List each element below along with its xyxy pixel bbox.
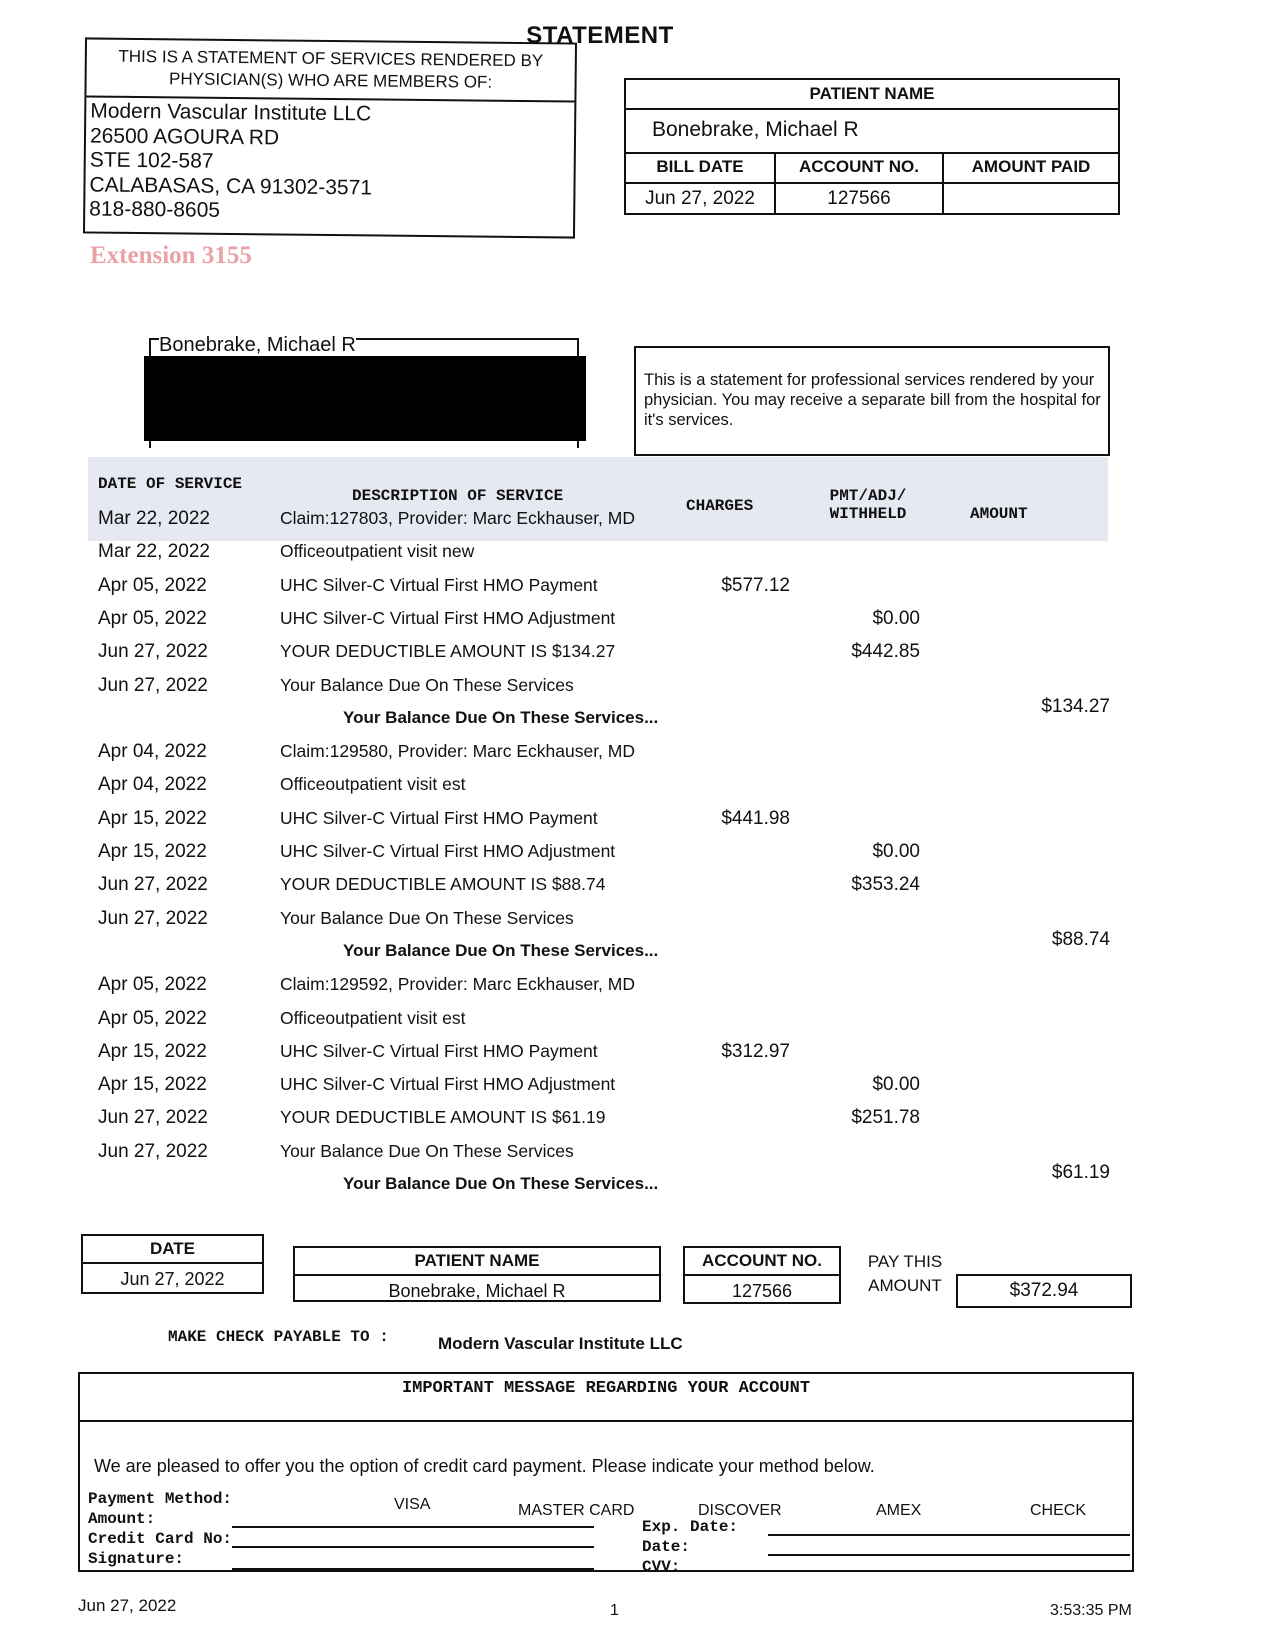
service-description: YOUR DEDUCTIBLE AMOUNT IS $61.19 [280,1107,606,1128]
bill-value-row [626,182,1118,216]
pmt-adj-value: $0.00 [872,607,920,629]
header-date-of-service: DATE OF SERVICE [98,475,243,493]
amount-label: Amount: [88,1510,156,1528]
redaction-block [144,356,586,441]
table-row [0,575,1263,607]
table-row [0,874,1263,906]
service-date: Jun 27, 2022 [98,641,208,663]
service-date: Mar 22, 2022 [98,541,210,563]
service-description: Officeoutpatient visit est [280,774,466,795]
subtotal-row [0,1162,1263,1206]
bill-header-row [626,152,1118,184]
service-date: Apr 05, 2022 [98,574,207,596]
service-description: YOUR DEDUCTIBLE AMOUNT IS $134.27 [280,641,616,662]
service-date: Apr 05, 2022 [98,607,207,629]
date-line[interactable] [768,1554,1130,1556]
remit-date-box [81,1234,264,1294]
table-row [0,1074,1263,1106]
pay-label-line2: AMOUNT [868,1276,942,1295]
remit-patient: Bonebrake, Michael R [388,1281,566,1301]
service-description: YOUR DEDUCTIBLE AMOUNT IS $88.74 [280,874,606,895]
table-row [0,741,1263,773]
option-amex[interactable]: AMEX [876,1502,922,1519]
patient-info-box [624,78,1120,215]
option-check[interactable]: CHECK [1030,1502,1087,1519]
service-description: Your Balance Due On These Services [280,674,574,695]
table-row [0,774,1263,806]
service-date: Jun 27, 2022 [98,674,208,696]
subtotal-amount: $134.27 [1041,695,1110,717]
pmt-adj-value: $0.00 [872,1074,920,1096]
service-description: Officeoutpatient visit est [280,1007,466,1028]
bill-date: Jun 27, 2022 [645,188,755,209]
provider-phone: 818-880-8605 [89,197,221,222]
service-date: Jun 27, 2022 [98,1140,208,1162]
service-date: Jun 27, 2022 [98,1107,208,1129]
pmt-adj-value: $251.78 [851,1107,920,1129]
pmt-adj-value: $442.85 [851,641,920,663]
remit-date-label: DATE [83,1236,262,1264]
service-date: Apr 15, 2022 [98,807,207,829]
cvv-label: CVV: [642,1558,681,1576]
option-visa[interactable]: VISA [394,1496,431,1513]
extension-stamp: Extension 3155 [90,242,252,269]
header-description: DESCRIPTION OF SERVICE [352,487,564,505]
page-number: 1 [610,1602,619,1619]
pay-amount: $372.94 [956,1274,1132,1308]
remit-patient-box [293,1246,661,1302]
cvv-line[interactable] [768,1570,1130,1572]
remit-date: Jun 27, 2022 [120,1269,225,1289]
signature-label: Signature: [88,1550,185,1568]
credit-card-line[interactable] [232,1546,594,1548]
remit-account-label: ACCOUNT NO. [685,1248,839,1276]
balance-due-subtotal: Your Balance Due On These Services... [343,940,659,960]
service-description: Claim:127803, Provider: Marc Eckhauser, MD [280,508,635,528]
pay-label-line1: PAY THIS [867,1252,943,1271]
patient-name-label: PATIENT NAME [626,80,1118,110]
exp-date-label: Exp. Date: [642,1518,739,1536]
provider-address [89,99,373,224]
mailing-name: Bonebrake, Michael R [159,334,356,356]
service-date: Apr 04, 2022 [98,741,207,763]
date-label: Date: [642,1538,691,1556]
remit-patient-label: PATIENT NAME [295,1248,659,1276]
payment-method-label: Payment Method: [88,1490,233,1508]
service-date: Jun 27, 2022 [98,907,208,929]
service-date: Apr 15, 2022 [98,841,207,862]
service-description: UHC Silver-C Virtual First HMO Payment [280,574,598,595]
check-payable-label: MAKE CHECK PAYABLE TO : [168,1328,389,1346]
service-description: UHC Silver-C Virtual First HMO Payment [280,807,598,828]
table-row [0,641,1263,673]
amount-paid-label: AMOUNT PAID [971,157,1091,176]
service-date: Mar 22, 2022 [98,508,210,529]
service-description: UHC Silver-C Virtual First HMO Adjustment [280,1074,616,1095]
statement-title: STATEMENT [526,22,674,49]
amount-line[interactable] [232,1526,594,1528]
account-no-label: ACCOUNT NO. [799,157,919,176]
subtotal-amount: $88.74 [1051,928,1110,950]
subtotal-row [0,928,1263,973]
header-pmt-line1: PMT/ADJ/ [829,487,907,505]
balance-due-subtotal: Your Balance Due On These Services... [343,1174,659,1193]
option-mastercard[interactable]: MASTER CARD [518,1502,635,1519]
message-text: We are pleased to offer you the option of credit card payment. Please indicate your method below. [94,1456,875,1476]
remit-account: 127566 [731,1281,793,1301]
pmt-adj-value: $353.24 [851,874,920,896]
subtotal-amount: $61.19 [1051,1162,1110,1183]
table-row [0,1008,1263,1040]
charge-value: $441.98 [721,807,790,829]
charge-value: $312.97 [721,1040,790,1062]
table-row [0,508,1263,540]
provider-header-line: THIS IS A STATEMENT OF SERVICES RENDERED BY [118,46,544,71]
account-no: 127566 [827,188,891,209]
footer-date: Jun 27, 2022 [78,1596,177,1615]
service-description: UHC Silver-C Virtual First HMO Adjustment [280,841,616,861]
notice-text: This is a statement for professional services rendered by your physician. You may receive a separate bill from the hospital for it's services. [644,371,1101,429]
service-description: Your Balance Due On These Services [280,907,574,928]
service-date: Apr 04, 2022 [98,774,207,796]
table-row [0,608,1263,640]
option-discover[interactable]: DISCOVER [698,1502,782,1519]
table-row [0,1041,1263,1073]
service-date: Apr 15, 2022 [98,1074,207,1096]
service-description: UHC Silver-C Virtual First HMO Adjustment [280,607,616,628]
balance-due-subtotal: Your Balance Due On These Services... [343,707,659,727]
service-date: Apr 05, 2022 [98,1007,207,1029]
service-date: Jun 27, 2022 [98,874,208,896]
table-row [0,808,1263,840]
provider-box [83,37,577,238]
service-date: Apr 15, 2022 [98,1040,207,1062]
service-date: Apr 05, 2022 [98,974,207,996]
patient-name: Bonebrake, Michael R [652,118,859,141]
pmt-adj-value: $0.00 [872,841,920,862]
service-description: UHC Silver-C Virtual First HMO Payment [280,1040,598,1061]
service-description: Your Balance Due On These Services [280,1140,574,1161]
provider-header-line: PHYSICIAN(S) WHO ARE MEMBERS OF: [168,69,493,92]
table-row [0,974,1263,1006]
remit-account-box [683,1246,841,1304]
message-heading: IMPORTANT MESSAGE REGARDING YOUR ACCOUNT [80,1374,1132,1422]
provider-header [86,39,575,102]
header-pmt-line2: WITHHELD [829,505,907,523]
table-row [0,541,1263,573]
provider-city: CALABASAS, CA 91302-3571 [89,172,373,199]
table-row [0,1107,1263,1139]
provider-address-2: STE 102-587 [89,148,214,173]
service-description: Claim:129592, Provider: Marc Eckhauser, MD [280,974,635,995]
important-message-box [78,1372,1134,1576]
header-amount: AMOUNT [970,505,1028,523]
notice-box [634,346,1110,456]
subtotal-row [0,695,1263,740]
exp-date-line[interactable] [768,1534,1130,1536]
footer-time: 3:53:35 PM [1050,1602,1132,1619]
provider-name: Modern Vascular Institute LLC [90,99,372,126]
bill-date-label: BILL DATE [656,157,744,176]
service-description: Claim:129580, Provider: Marc Eckhauser, MD [280,741,635,762]
provider-address-1: 26500 AGOURA RD [89,123,280,149]
signature-line[interactable] [232,1568,594,1570]
pay-this-amount-label [855,1250,955,1298]
header-charges: CHARGES [686,497,754,515]
charge-value: $577.12 [721,574,790,596]
service-description: Officeoutpatient visit new [280,541,475,562]
check-payee: Modern Vascular Institute LLC [438,1334,683,1353]
table-row [0,841,1263,873]
credit-card-label: Credit Card No: [88,1530,233,1548]
